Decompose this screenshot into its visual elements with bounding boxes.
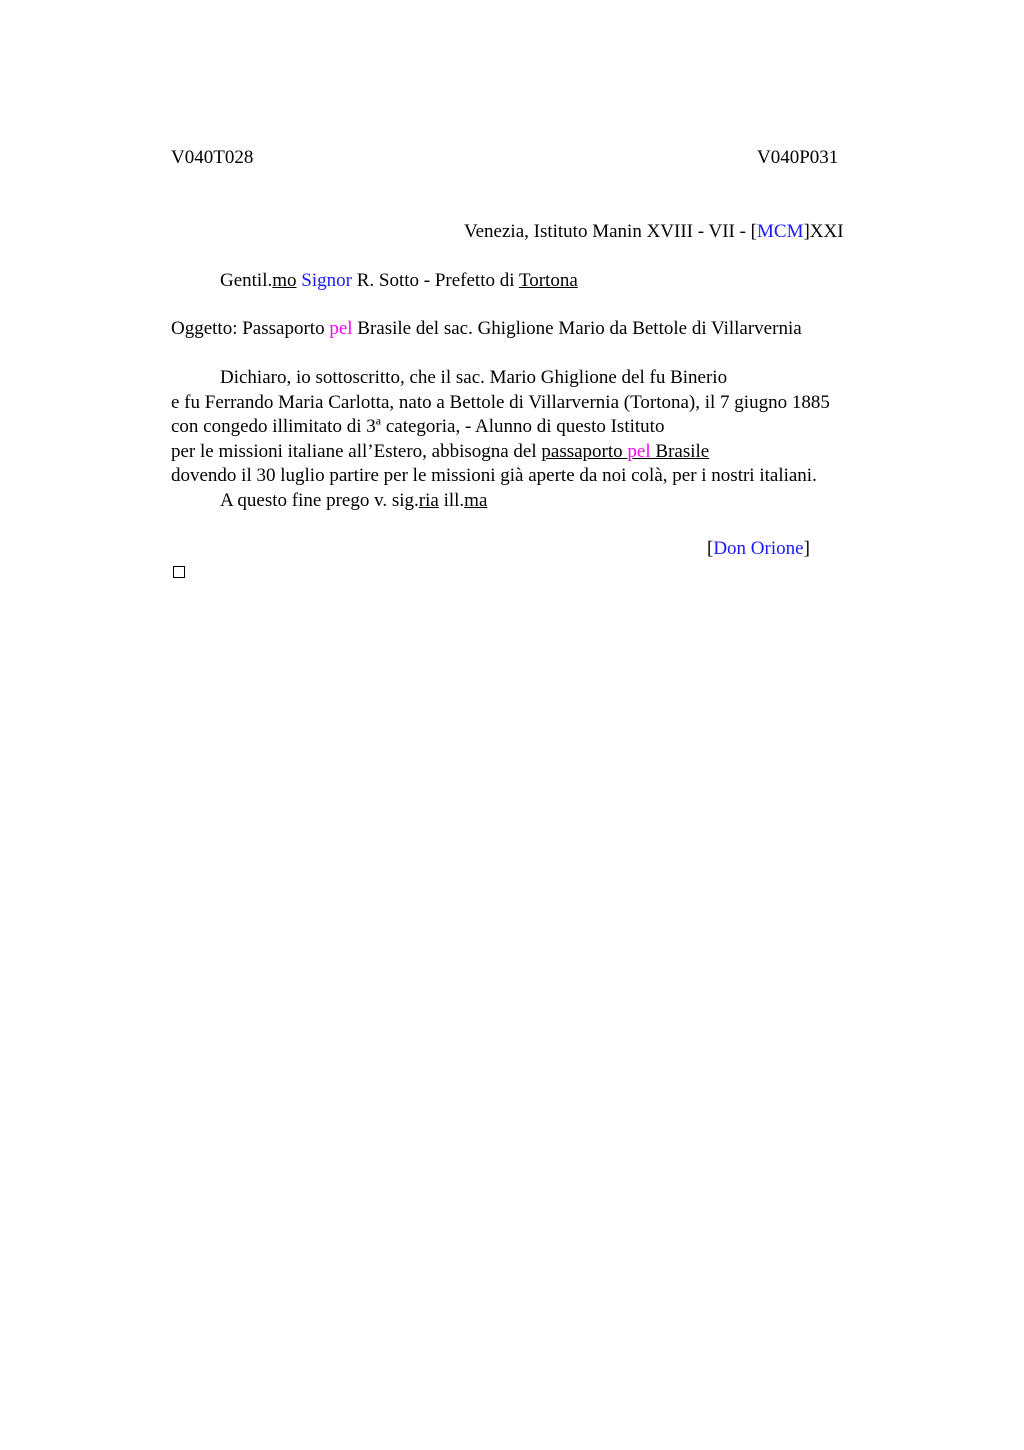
passport-word: passaporto [541,441,623,462]
dateline-text-end: ]XXI [803,221,844,242]
salutation [220,269,578,293]
body-line-4-text: per le missioni italiane all’Estero, abbisogna del [171,441,542,462]
brasile-word: Brasile [650,441,710,462]
salutation-text: Gentil. [220,270,273,291]
body-line-6 [220,489,487,513]
subject-line [171,317,802,341]
dateline [464,220,844,244]
body-highlight: pel [627,441,651,462]
body-line-3-text-2: categoria, - Alunno di questo Istituto [381,416,665,437]
subject-highlight: pel [329,318,353,339]
salutation-place: Tortona [518,270,578,291]
checkbox-square-icon [173,566,185,578]
dateline-editorial: MCM [757,221,804,242]
bracket-close: ] [803,538,810,559]
abbrev-ma: ma [464,490,488,511]
ordinal-superscript: a [375,413,382,428]
body-line-3 [171,415,664,439]
dateline-text: Venezia, Istituto Manin XVIII - VII - [ [464,221,758,242]
body-line-4 [171,440,709,464]
body-line-6-text: A questo fine prego v. sig. [220,490,419,511]
signature [707,537,810,561]
subject-text: Oggetto: Passaporto [171,318,330,339]
bracket-open: [ [707,538,714,559]
salutation-text-2: R. Sotto - Prefetto di [351,270,519,291]
salutation-abbrev: mo [272,270,297,291]
body-line-2: e fu Ferrando Maria Carlotta, nato a Bettole di Villarvernia (Tortona), il 7 giugno 1885 [171,392,830,413]
abbrev-ria: ria [418,490,439,511]
document-code-left: V040T028 [171,147,254,168]
salutation-editorial: Signor [301,270,352,291]
body-line-5: dovendo il 30 luglio partire per le missioni già aperte da noi colà, per i nostri italiani. [171,465,817,486]
signature-name: Don Orione [713,538,804,559]
body-line-6-text-2: ill. [438,490,465,511]
body-line-4-underlined [541,441,709,462]
subject-text-2: Brasile del sac. Ghiglione Mario da Bettole di Villarvernia [352,318,802,339]
document-code-right: V040P031 [757,147,839,168]
body-line-3-text: con congedo illimitato di 3 [171,416,376,437]
body-line-1: Dichiaro, io sottoscritto, che il sac. Mario Ghiglione del fu Binerio [220,367,728,388]
